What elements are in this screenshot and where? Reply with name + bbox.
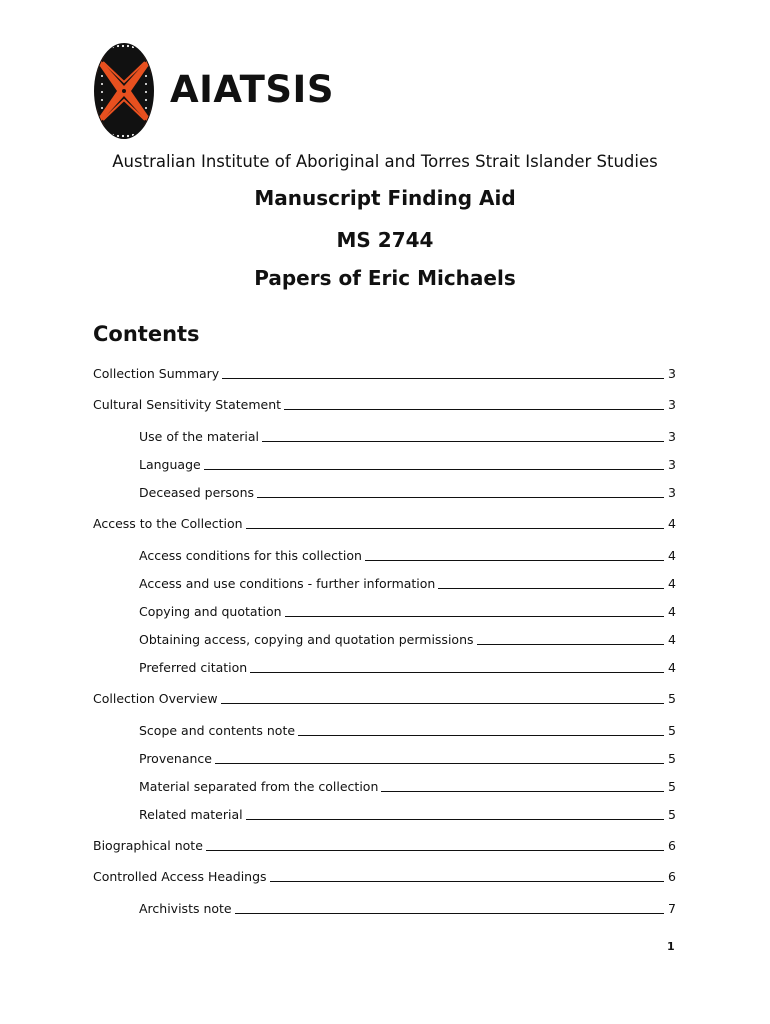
- manuscript-number-title: MS 2744: [336, 228, 434, 252]
- toc-entry-label: Language: [139, 457, 201, 472]
- toc-entry-label: Collection Overview: [93, 691, 218, 706]
- toc-leader-line: [246, 527, 664, 529]
- toc-entry[interactable]: [93, 393, 676, 413]
- toc-leader-line: [221, 702, 664, 704]
- toc-entry[interactable]: [93, 362, 676, 382]
- toc-entry-page: 6: [668, 838, 676, 853]
- toc-entry-label: Access to the Collection: [93, 516, 243, 531]
- logo-wordmark: AIATSIS: [170, 68, 334, 111]
- toc-entry-label: Related material: [139, 807, 243, 822]
- toc-entry-page: 4: [668, 516, 676, 531]
- toc-leader-line: [285, 615, 665, 617]
- toc-entry-page: 4: [668, 604, 676, 619]
- page-number: 1: [667, 940, 675, 953]
- toc-entry[interactable]: [139, 453, 676, 473]
- toc-entry[interactable]: [139, 544, 676, 564]
- toc-entry-label: Biographical note: [93, 838, 203, 853]
- toc-leader-line: [222, 377, 664, 379]
- toc-entry[interactable]: [139, 481, 676, 501]
- toc-entry-label: Cultural Sensitivity Statement: [93, 397, 282, 412]
- toc-entry-page: 5: [668, 779, 676, 794]
- toc-entry[interactable]: [93, 687, 676, 707]
- toc-leader-line: [250, 671, 664, 673]
- toc-entry[interactable]: [93, 834, 676, 854]
- toc-entry-page: 3: [668, 457, 676, 472]
- toc-leader-line: [235, 912, 664, 914]
- collection-title: Papers of Eric Michaels: [254, 266, 516, 290]
- toc-leader-line: [270, 880, 664, 882]
- toc-entry-label: Collection Summary: [93, 366, 220, 381]
- toc-entry-page: 4: [668, 548, 676, 563]
- toc-entry-page: 6: [668, 869, 676, 884]
- toc-entry-page: 5: [668, 751, 676, 766]
- toc-entry[interactable]: [139, 572, 676, 592]
- toc-entry[interactable]: [139, 747, 676, 767]
- aiatsis-logo-icon: [93, 42, 155, 140]
- toc-leader-line: [477, 643, 665, 645]
- toc-entry[interactable]: [139, 600, 676, 620]
- toc-entry-page: 5: [668, 807, 676, 822]
- toc-entry[interactable]: [93, 512, 676, 532]
- toc-leader-line: [204, 468, 664, 470]
- toc-entry-label: Deceased persons: [139, 485, 255, 500]
- toc-entry[interactable]: [139, 656, 676, 676]
- toc-entry-page: 4: [668, 660, 676, 675]
- toc-entry[interactable]: [139, 628, 676, 648]
- institute-name: Australian Institute of Aboriginal and Torres Strait Islander Studies: [112, 152, 658, 171]
- toc-entry-label: Scope and contents note: [139, 723, 296, 738]
- toc-entry[interactable]: [139, 775, 676, 795]
- toc-entry-label: Obtaining access, copying and quotation permissions: [139, 632, 474, 647]
- toc-entry-label: Controlled Access Headings: [93, 869, 267, 884]
- toc-entry-label: Use of the material: [139, 429, 260, 444]
- toc-entry[interactable]: [93, 865, 676, 885]
- toc-leader-line: [365, 559, 664, 561]
- toc-leader-line: [262, 440, 664, 442]
- toc-entry-page: 5: [668, 723, 676, 738]
- toc-entry-label: Preferred citation: [139, 660, 248, 675]
- toc-entry-page: 4: [668, 576, 676, 591]
- toc-leader-line: [206, 849, 664, 851]
- toc-entry-label: Access and use conditions - further information: [139, 576, 436, 591]
- toc-entry-label: Access conditions for this collection: [139, 548, 362, 563]
- toc-entry-page: 5: [668, 691, 676, 706]
- toc-leader-line: [215, 762, 664, 764]
- toc-entry-page: 3: [668, 397, 676, 412]
- toc-entry-label: Archivists note: [139, 901, 232, 916]
- toc-entry-label: Material separated from the collection: [139, 779, 379, 794]
- toc-entry-label: Provenance: [139, 751, 212, 766]
- toc-entry-page: 7: [668, 901, 676, 916]
- toc-entry[interactable]: [139, 719, 676, 739]
- toc-entry-page: 4: [668, 632, 676, 647]
- toc-entry-page: 3: [668, 485, 676, 500]
- toc-leader-line: [284, 408, 664, 410]
- toc-leader-line: [246, 818, 664, 820]
- toc-entry[interactable]: [139, 897, 676, 917]
- toc-leader-line: [257, 496, 664, 498]
- contents-heading: Contents: [93, 322, 200, 346]
- toc-leader-line: [298, 734, 664, 736]
- toc-entry-label: Copying and quotation: [139, 604, 282, 619]
- document-type-title: Manuscript Finding Aid: [254, 186, 516, 210]
- toc-entry[interactable]: [139, 425, 676, 445]
- toc-leader-line: [438, 587, 664, 589]
- toc-entry-page: 3: [668, 366, 676, 381]
- toc-leader-line: [381, 790, 664, 792]
- toc-entry[interactable]: [139, 803, 676, 823]
- toc-entry-page: 3: [668, 429, 676, 444]
